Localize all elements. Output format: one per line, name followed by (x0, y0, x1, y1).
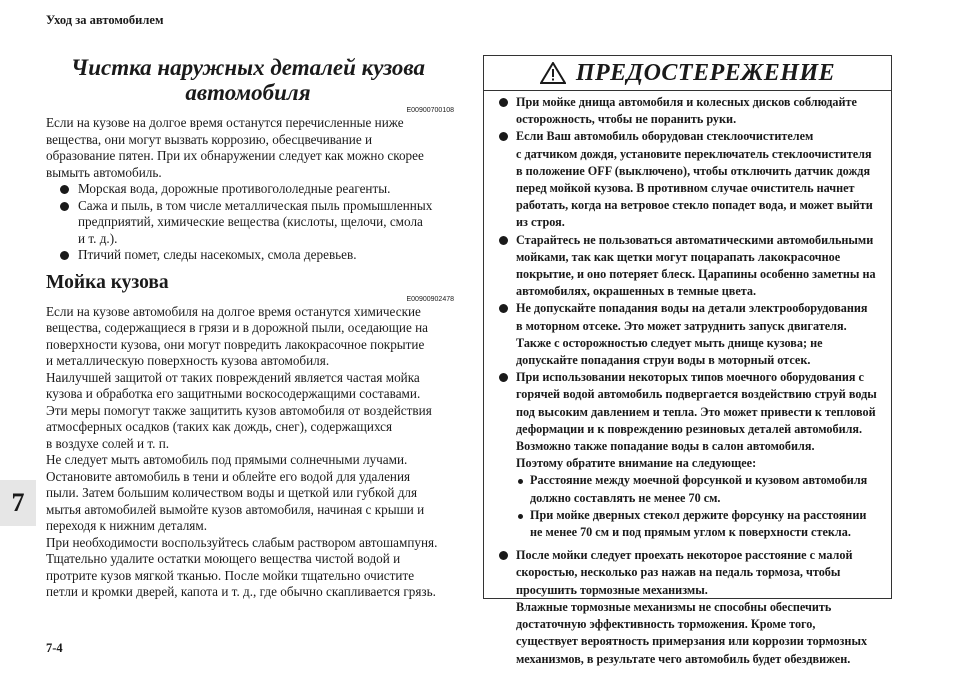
warning-line: Возможно также попадание воды в салон автомобиля. (516, 439, 815, 454)
warning-line: из строя. (516, 215, 565, 230)
warning-line: горячей водой автомобиль подвергается воздействию струй воды (516, 387, 877, 402)
running-header: Уход за автомобилем (46, 13, 164, 27)
warning-line: допускайте попадания струи воды в моторный отсек. (516, 353, 811, 368)
warning-line: Не допускайте попадания воды на детали электрооборудования (516, 301, 868, 316)
warning-line: механизмов, в результате чего автомобиль будет обездвижен. (516, 651, 851, 666)
bullet-icon (499, 132, 508, 141)
small-bullet-icon (518, 479, 523, 484)
text-line: Эти меры помогут также защитить кузов автомобиля от воздействия (46, 402, 432, 418)
bullet-line: Птичий помет, следы насекомых, смола деревьев. (78, 247, 357, 262)
bullet-line: Морская вода, дорожные противогололедные реагенты. (78, 181, 391, 196)
text-line: переходя к нижним деталям. (46, 518, 207, 533)
text-line: образование пятен. При их обнаружении следует как можно скорее (46, 148, 424, 163)
warning-title: ПРЕДОСТЕРЕЖЕНИЕ (575, 59, 836, 86)
section-title (46, 55, 454, 105)
warning-line: Влажные тормозные механизмы не способны обеспечить (516, 599, 832, 614)
bullet-icon (60, 185, 69, 194)
warning-line: покрытие, и оно потеряет блеск. Царапины особенно заметны на (516, 267, 876, 282)
warning-item (496, 547, 881, 667)
warning-line: мойками, так как щетки могут поцарапать лакокрасочное (516, 249, 841, 264)
warning-subitem (516, 507, 881, 541)
bullet-item (46, 247, 454, 264)
warning-header (484, 56, 891, 91)
text-line: Остановите автомобиль в тени и облейте его водой для удаления (46, 468, 411, 484)
text-line: петли и кромки дверей, капота и т. д., где обычно скапливается грязь. (46, 584, 436, 599)
text-line: Тщательно удалите остатки моющего вещества чистой водой и (46, 551, 401, 566)
bullet-icon (499, 304, 508, 313)
text-line: Если на кузове на долгое время останутся перечисленные ниже (46, 115, 404, 130)
warning-item (496, 232, 881, 301)
warning-subitem (516, 472, 881, 506)
warning-body (484, 91, 891, 668)
warning-line: в моторном отсеке. Это может затруднить запуск двигателя. (516, 318, 847, 333)
warning-line: под высоким давлением и тепла. Это может привести к тепловой (516, 404, 876, 419)
warning-line: Старайтесь не пользоваться автоматическими автомобильными (516, 232, 874, 247)
warning-line: с датчиком дождя, установите переключатель стеклоочистителя (516, 146, 872, 161)
small-bullet-icon (518, 514, 523, 519)
warning-item (496, 94, 881, 128)
warning-line: Если Ваш автомобиль оборудован стеклоочистителем (516, 129, 814, 144)
warning-line: При использовании некоторых типов моечного оборудования с (516, 370, 864, 385)
warning-item (496, 128, 881, 231)
warning-line: скоростью, несколько раз нажав на педаль тормоза, чтобы (516, 565, 841, 580)
text-line: При необходимости воспользуйтесь слабым раствором автошампуня. (46, 534, 438, 550)
warning-line: просушить тормозные механизмы. (516, 582, 708, 597)
bullet-line: предприятий, химические вещества (кислоты, щелочи, смола (78, 214, 423, 229)
left-column (46, 55, 454, 601)
bullet-icon (499, 236, 508, 245)
bullet-item (46, 198, 454, 248)
subsection-title: Мойка кузова (46, 271, 169, 293)
text-line: вымыть автомобиль. (46, 164, 162, 180)
text-line: атмосферных осадков (таких как дождь, снег), содержащихся (46, 419, 393, 434)
warning-line: При мойке днища автомобиля и колесных дисков соблюдайте (516, 95, 857, 109)
text-line: Наилучшей защитой от таких повреждений является частая мойка (46, 369, 420, 385)
bullet-icon (499, 551, 508, 560)
text-line: Не следует мыть автомобиль под прямыми солнечными лучами. (46, 452, 408, 467)
warning-triangle-icon (540, 62, 566, 84)
text-line: поверхности кузова, они могут повредить лакокрасочное покрытие (46, 336, 425, 352)
warning-line: работать, когда на ветровое стекло попадет вода, и может выйти (516, 198, 873, 213)
text-line: Если на кузове автомобиля на долгое время останутся химические (46, 303, 421, 319)
warning-line: деформации и к повреждению резиновых деталей автомобиля. (516, 421, 863, 436)
warning-line: При мойке дверных стекол держите форсунку на расстоянии (530, 507, 867, 522)
warning-line: достаточную эффективность торможения. Кроме того, (516, 617, 816, 632)
warning-line: не менее 70 см и под прямым углом к поверхности стекла. (530, 525, 851, 540)
section-title-line: Чистка наружных деталей кузова (70, 55, 426, 80)
bullet-icon (499, 98, 508, 107)
subsection-code: E00900902478 (406, 295, 454, 303)
warning-line: существует вероятность примерзания или коррозии тормозных (516, 634, 868, 649)
subsection-body (46, 304, 454, 601)
text-line: кузова и обработка его защитными воскосодержащими составами. (46, 386, 421, 401)
bullet-list (46, 181, 454, 264)
text-line: вещества, содержащиеся в грязи и в дорожной пыли, оседающие на (46, 320, 429, 335)
section-intro (46, 115, 454, 181)
warning-line: После мойки следует проехать некоторое расстояние с малой (516, 548, 853, 563)
bullet-icon (60, 251, 69, 260)
warning-line: Поэтому обратите внимание на следующее: (516, 456, 757, 471)
warning-line: осторожность, чтобы не поранить руки. (516, 112, 737, 127)
text-line: пыли. Затем большим количеством воды и щеткой или губкой для (46, 485, 418, 500)
bullet-icon (499, 373, 508, 382)
bullet-item (46, 181, 454, 198)
text-line: вещества, они могут вызвать коррозию, обесцвечивание и (46, 131, 373, 147)
bullet-line: Сажа и пыль, в том числе металлическая пыль промышленных (78, 197, 433, 213)
bullet-icon (60, 202, 69, 211)
warning-line: Расстояние между моечной форсункой и кузовом автомобиля (530, 473, 868, 488)
warning-line: автомобилях, окрашенных в темные цвета. (516, 284, 757, 299)
warning-line: в положение OFF (выключено), чтобы отключить датчик дождя (516, 163, 871, 178)
warning-line: Также с осторожностью следует мыть днище кузова; не (516, 335, 823, 350)
section-code: E00900700108 (406, 107, 454, 114)
warning-item (496, 369, 881, 541)
warning-line: должно составлять не менее 70 см. (530, 490, 721, 505)
text-line: и металлическую поверхность кузова автомобиля. (46, 353, 330, 368)
text-line: мытья автомобилей вымойте кузов автомобиля, начиная с крыши и (46, 501, 425, 517)
warning-item (496, 300, 881, 369)
bullet-line: и т. д.). (78, 230, 118, 246)
text-line: протрите кузов мягкой тканью. После мойки тщательно очистите (46, 567, 415, 583)
text-line: в воздухе солей и т. п. (46, 435, 170, 451)
warning-line: перед мойкой кузова. В противном случае очиститель начнет (516, 181, 855, 196)
chapter-tab: 7 (0, 480, 36, 526)
warning-box (483, 55, 892, 666)
page-number: 7-4 (46, 641, 63, 655)
section-title-line: автомобиля (185, 80, 311, 105)
